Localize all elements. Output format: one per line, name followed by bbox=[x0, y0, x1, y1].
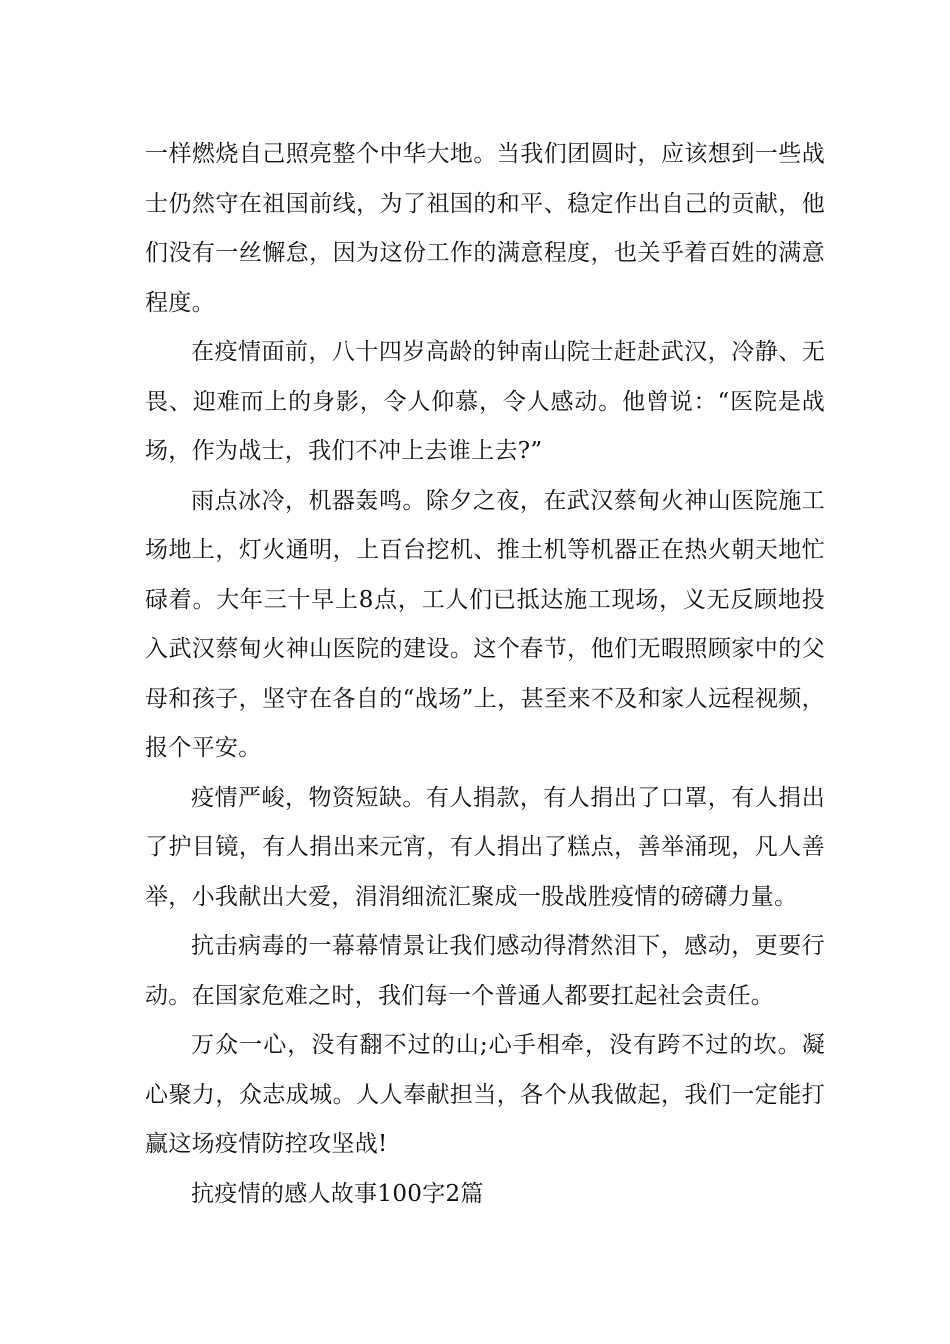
paragraph-donations: 疫情严峻，物资短缺。有人捐款，有人捐出了口罩，有人捐出了护目镜，有人捐出来元宵，有人捐出了糕点，善举涌现，凡人善举，小我献出大爱，涓涓细流汇聚成一股战胜疫情的磅礴力量。 bbox=[145, 784, 825, 910]
document-body bbox=[145, 130, 825, 1219]
paragraph-unity: 万众一心，没有翻不过的山;心手相牵，没有跨不过的坎。凝心聚力，众志成城。人人奉献担当，各个从我做起，我们一定能打赢这场疫情防控攻坚战! bbox=[145, 1032, 825, 1157]
paragraph-zhong-nanshan: 在疫情面前，八十四岁高龄的钟南山院士赶赴武汉，冷静、无畏、迎难而上的身影，令人仰慕，令人感动。他曾说：“医院是战场，作为战士，我们不冲上去谁上去?” bbox=[145, 339, 825, 464]
paragraph-continuation: 一样燃烧自己照亮整个中华大地。当我们团圆时，应该想到一些战士仍然守在祖国前线，为了祖国的和平、稳定作出自己的贡献，他们没有一丝懈怠，因为这份工作的满意程度，也关乎着百姓的满意程度。 bbox=[145, 141, 825, 316]
paragraph-huoshenshan-construction: 雨点冰冷，机器轰鸣。除夕之夜，在武汉蔡甸火神山医院施工场地上，灯火通明，上百台挖机、推土机等机器正在热火朝天地忙碌着。大年三十早上8点，工人们已抵达施工现场，义无反顾地投入武汉蔡甸火神山医院的建设。这个春节，他们无暇照顾家中的父母和孩子，坚守在各自的“战场”上，甚至来不及和家人远程视频，报个平安。 bbox=[145, 487, 825, 761]
section-heading: 抗疫情的感人故事100字2篇 bbox=[191, 1180, 484, 1207]
paragraph-action: 抗击病毒的一幕幕情景让我们感动得潸然泪下，感动，更要行动。在国家危难之时，我们每一个普通人都要扛起社会责任。 bbox=[145, 933, 825, 1009]
